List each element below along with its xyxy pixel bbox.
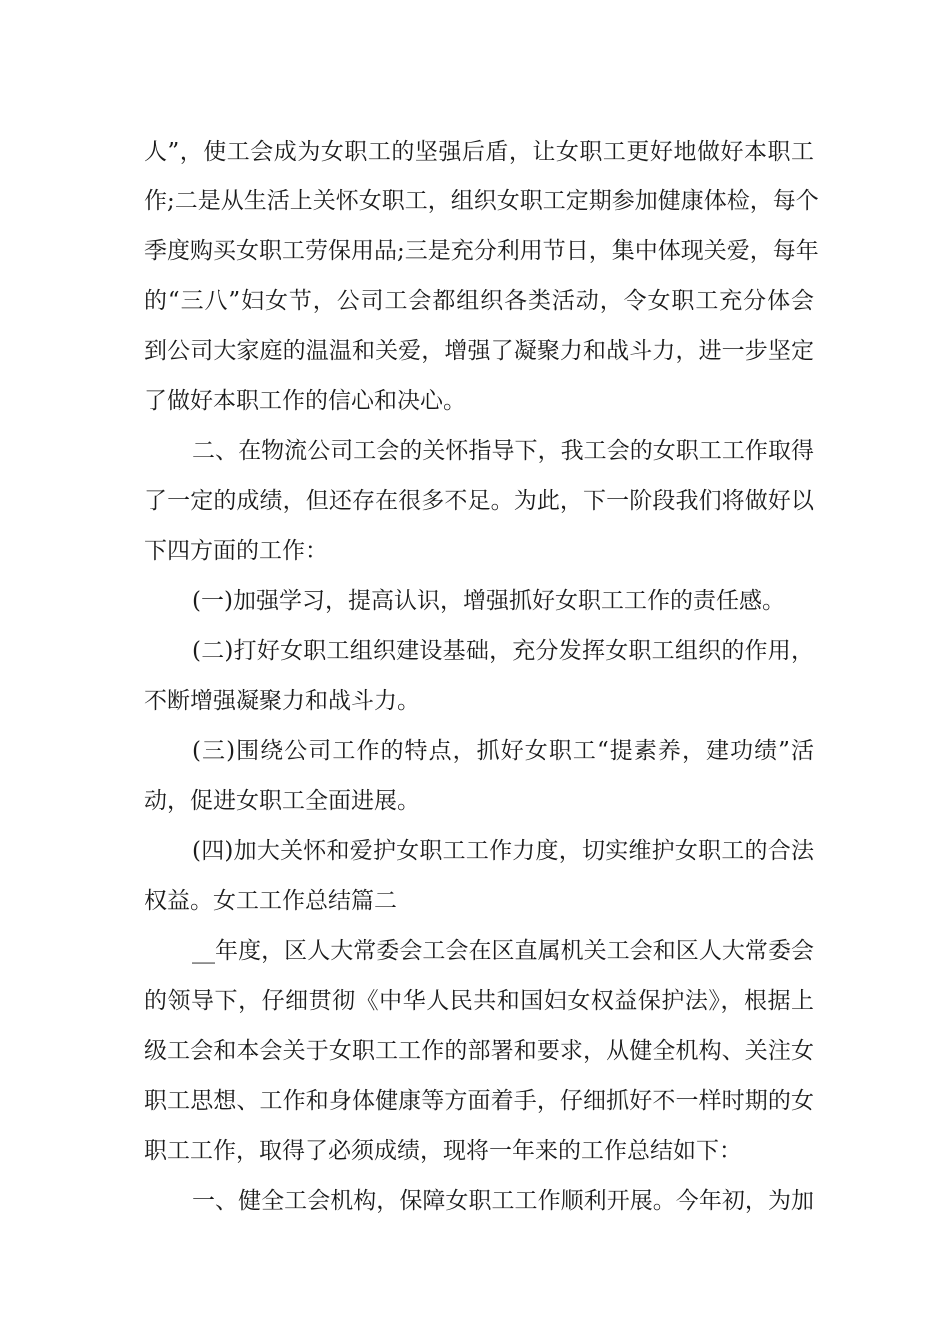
text-line: 人”，使工会成为女职工的坚强后盾，让女职工更好地做好本职工 <box>144 139 814 165</box>
text-line: 下四方面的工作： <box>144 538 328 564</box>
paragraph-first-line: 一、健全工会机构，保障女职工工作顺利开展。今年初，为加 <box>192 1188 814 1214</box>
text-line: 的领导下，仔细贯彻《中华人民共和国妇女权益保护法》，根据上 <box>144 988 814 1014</box>
text-line: 作;二是从生活上关怀女职工，组织女职工定期参加健康体检，每个 <box>144 188 819 214</box>
paragraph-first-line: 二、在物流公司工会的关怀指导下，我工会的女职工工作取得 <box>192 438 814 464</box>
text-line: 季度购买女职工劳保用品;三是充分利用节日，集中体现关爱，每年 <box>144 238 819 264</box>
list-item-2: (二)打好女职工组织建设基础，充分发挥女职工组织的作用， <box>192 638 814 664</box>
list-item-4: (四)加大关怀和爱护女职工工作力度，切实维护女职工的合法 <box>192 838 814 864</box>
text-line: 不断增强凝聚力和战斗力。 <box>144 688 420 714</box>
text-line: 职工工作，取得了必须成绩，现将一年来的工作总结如下： <box>144 1138 742 1164</box>
text-line: 动，促进女职工全面进展。 <box>144 788 420 814</box>
text-line: 职工思想、工作和身体健康等方面着手，仔细抓好不一样时期的女 <box>144 1088 814 1114</box>
text-line: 了做好本职工作的信心和决心。 <box>144 388 466 414</box>
list-item-3: (三)围绕公司工作的特点，抓好女职工“提素养，建功绩”活 <box>192 738 814 764</box>
text-line: 权益。女工工作总结篇二 <box>144 888 397 914</box>
text-line: 了一定的成绩，但还存在很多不足。为此，下一阶段我们将做好以 <box>144 488 814 514</box>
text-line: 级工会和本会关于女职工工作的部署和要求，从健全机构、关注女 <box>144 1038 814 1064</box>
text-line: 到公司大家庭的温温和关爱，增强了凝聚力和战斗力，进一步坚定 <box>144 338 814 364</box>
paragraph-first-line: __年度，区人大常委会工会在区直属机关工会和区人大常委会 <box>192 938 814 964</box>
text-line: 的“三八”妇女节，公司工会都组织各类活动，令女职工充分体会 <box>144 288 814 314</box>
list-item-1: (一)加强学习，提高认识，增强抓好女职工工作的责任感。 <box>192 588 785 614</box>
